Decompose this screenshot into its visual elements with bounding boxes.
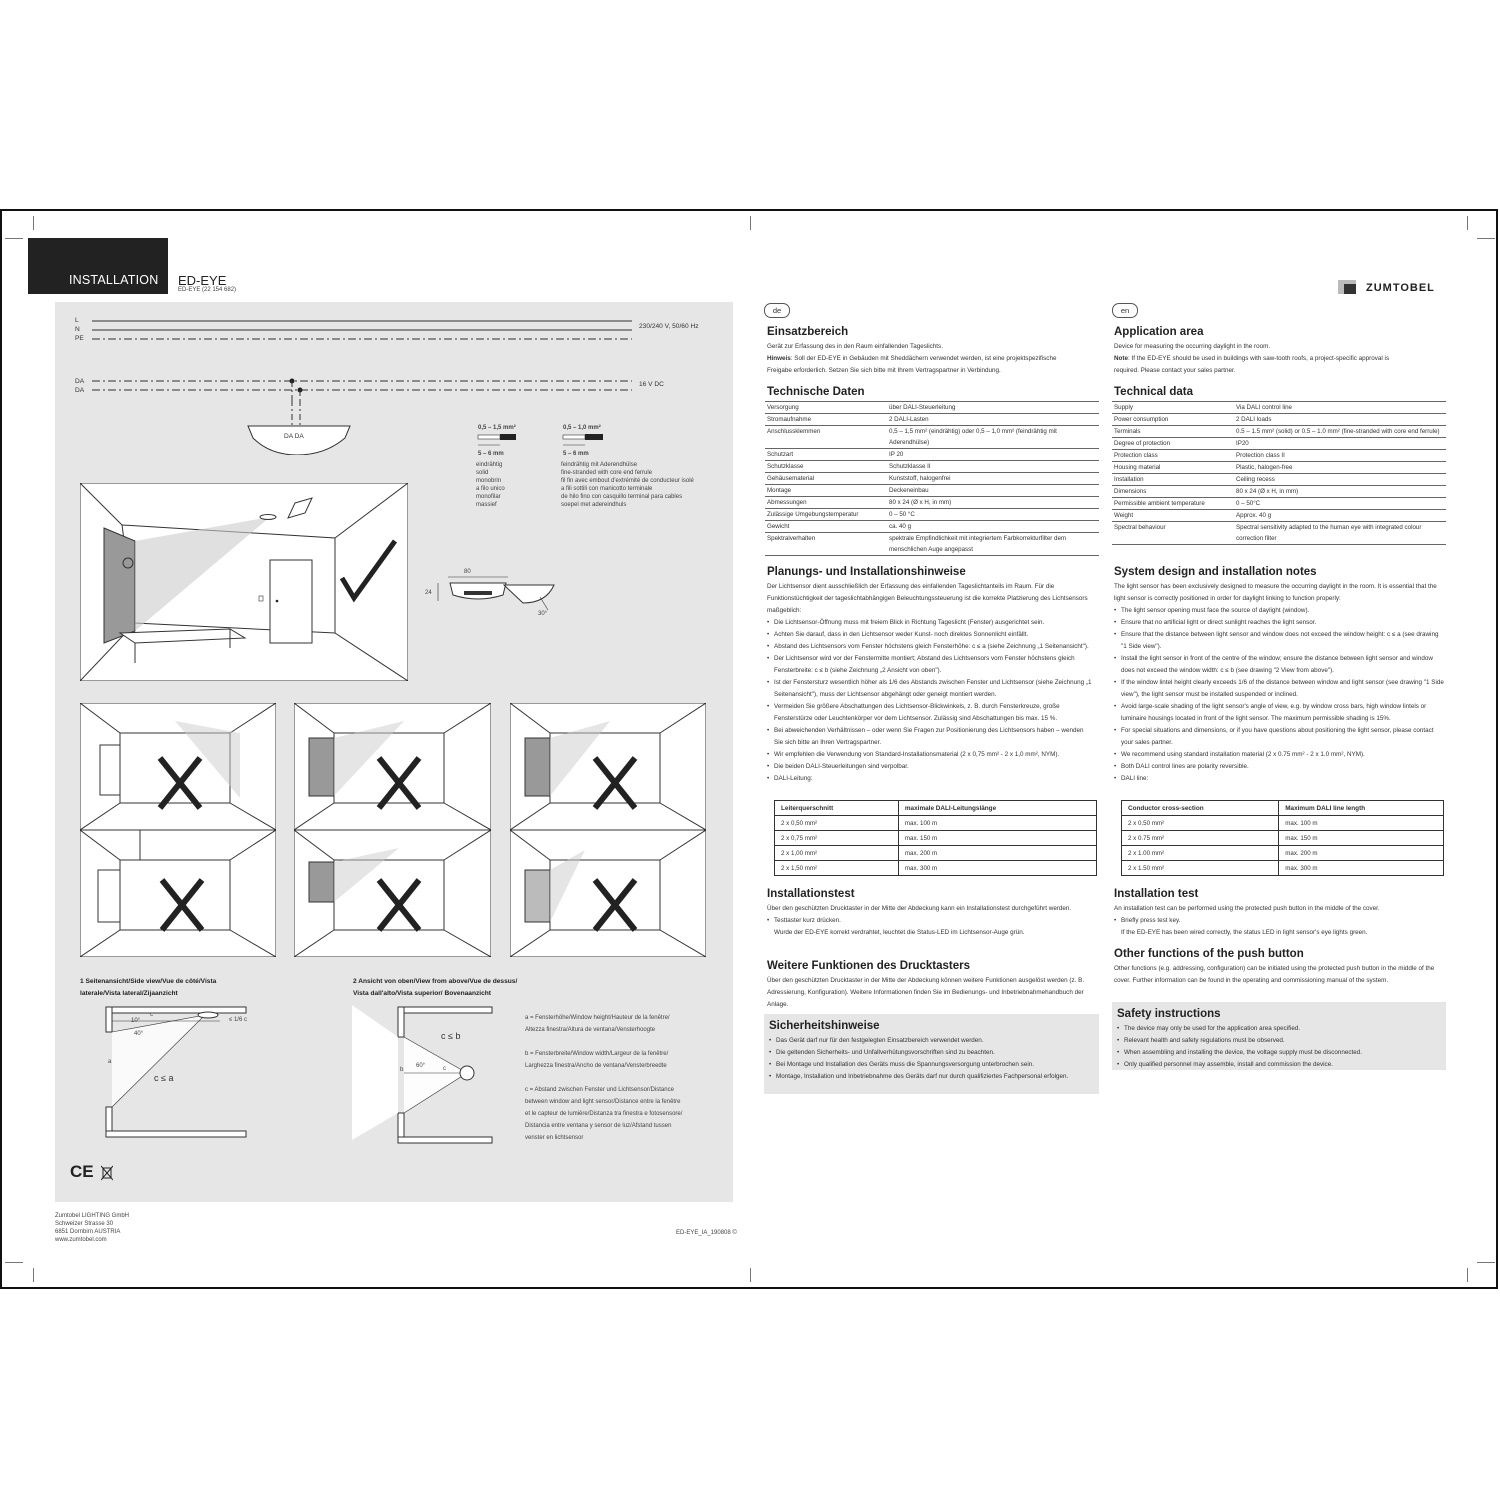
side-view-caption bbox=[80, 976, 216, 1000]
spec-row bbox=[765, 426, 1099, 449]
da-line-label: DA bbox=[75, 387, 85, 394]
solid-wire-text bbox=[476, 461, 505, 509]
solid-wire-text-line: solid bbox=[476, 470, 489, 476]
list-item: • Die geltenden Sicherheits- und Unfallverhütungsvorschriften sind zu beachten. bbox=[769, 1047, 1091, 1059]
wiring-lines bbox=[80, 315, 640, 405]
spec-label: Power consumption bbox=[1112, 414, 1234, 426]
de-tech-table bbox=[765, 401, 1099, 556]
crop-mark bbox=[33, 1268, 34, 1282]
list-item: • Avoid large-scale shading of the light sensor's angle of view, e.g. by window cross bars, high window lintels or luminaire housings located in front of the light sensor. The maximum permissible shading is 15%. bbox=[1114, 701, 1444, 725]
side-c-label: c bbox=[150, 1012, 153, 1018]
solid-wire-icon bbox=[476, 432, 516, 448]
spec-value: 0 – 50°C bbox=[1234, 498, 1446, 510]
solid-strip-length: 5 – 6 mm bbox=[478, 451, 504, 457]
en-safety-text bbox=[1117, 1023, 1439, 1071]
stranded-strip-length: 5 – 6 mm bbox=[563, 451, 589, 457]
spec-label: Zulässige Umgebungstemperatur bbox=[765, 509, 887, 521]
solid-wire-text-line: eindrähtig bbox=[476, 462, 503, 468]
ce-mark: CE bbox=[70, 1162, 94, 1181]
list-item: • Ist der Fenstersturz wesentlich höher als 1/6 des Abstands zwischen Fenster und Lichtsensor (siehe Zeichnung „1 Seitenansicht"), muss der Lichtsensor abgehängt oder geneigt montiert werden. bbox=[767, 677, 1092, 701]
spec-label: Supply bbox=[1112, 402, 1234, 414]
room-illustration-wrong bbox=[294, 830, 491, 957]
list-item: • DALI-Leitung: bbox=[767, 773, 1092, 785]
spec-label: Abmessungen bbox=[765, 497, 887, 509]
solid-wire-text-line: massief bbox=[476, 502, 497, 508]
table-cell: 2 x 1.50 mm² bbox=[1122, 861, 1279, 876]
height-dimension: 24 bbox=[425, 590, 432, 596]
text-line: Über den geschützten Drucktaster in der Mitte der Abdeckung kann ein Installationstest durchgeführt werden. bbox=[767, 905, 1072, 912]
stranded-wire-text-line: fil fin avec embout d'extrémité de conducteur isolé bbox=[561, 478, 694, 484]
spec-value: 0.5 – 1.5 mm² (solid) or 0.5 – 1.0 mm² (fine-stranded with core end ferrule) bbox=[1234, 426, 1446, 438]
de-functions-title: Weitere Funktionen des Drucktasters bbox=[767, 960, 971, 972]
en-planning-title: System design and installation notes bbox=[1114, 566, 1317, 578]
note-text: : Soll der ED-EYE in Gebäuden mit Sheddächern verwendet werden, ist eine projektspezifische bbox=[790, 355, 1057, 362]
spec-row bbox=[1112, 498, 1446, 510]
list-item: • Ensure that no artificial light or direct sunlight reaches the light sensor. bbox=[1114, 617, 1444, 629]
list-item: • The light sensor opening must face the source of daylight (window). bbox=[1114, 605, 1444, 617]
table-row bbox=[1122, 816, 1444, 831]
intro-text: Der Lichtsensor dient ausschließlich der Erfassung des einfallenden Tageslichtanteils im Raum. Für die Funktionstüchtigkeit der tageslichtabhängigen Beleuchtungssteuerung ist die korrekte Platzierung des Lichtsensors maßgeblich: bbox=[767, 583, 1088, 614]
spec-value: ca. 40 g bbox=[887, 521, 1099, 533]
address-line: Schweizer Strasse 30 bbox=[55, 1221, 114, 1227]
language-badge-en: en bbox=[1112, 303, 1138, 318]
spec-row bbox=[1112, 474, 1446, 486]
crop-mark bbox=[1477, 1262, 1495, 1263]
spec-row bbox=[765, 533, 1099, 556]
spec-row bbox=[765, 485, 1099, 497]
crop-mark bbox=[750, 216, 751, 230]
en-planning-text bbox=[1114, 581, 1444, 785]
en-functions-text: Other functions (e.g. addressing, configuration) can be initiated using the protected push button in the middle of the cover. Further information can be found in the operating and commissioning manual of the system. bbox=[1114, 965, 1435, 984]
stranded-wire-text-line: soepel met adereindhuls bbox=[561, 502, 627, 508]
room-illustration-wrong bbox=[294, 703, 491, 830]
legend-line: et le capteur de lumière/Distanza tra finestra e fotosensore/ bbox=[525, 1111, 683, 1117]
side-rule-label: c ≤ a bbox=[154, 1073, 174, 1083]
list-item: • DALI line: bbox=[1114, 773, 1444, 785]
spec-row bbox=[1112, 450, 1446, 462]
table-header: Maximum DALI line length bbox=[1279, 801, 1444, 816]
spec-value: 0,5 – 1,5 mm² (eindrähtig) oder 0,5 – 1,0 mm² (feindrähtig mit Aderendhülse) bbox=[887, 426, 1099, 449]
spec-label: Permissible ambient temperature bbox=[1112, 498, 1234, 510]
en-tech-title: Technical data bbox=[1114, 386, 1194, 398]
list-item: • When assembling and installing the device, the voltage supply must be disconnected. bbox=[1117, 1047, 1439, 1059]
intro-text: The light sensor has been exclusively designed to measure the occurring daylight in the room. It is essential that the light sensor is correctly positioned in order for daylight linking to function properly: bbox=[1114, 583, 1437, 602]
crop-mark bbox=[1477, 238, 1495, 239]
spec-value: Ceiling recess bbox=[1234, 474, 1446, 486]
spec-row bbox=[1112, 438, 1446, 450]
table-row bbox=[775, 846, 1097, 861]
top-rule-label: c ≤ b bbox=[441, 1031, 461, 1041]
spec-row bbox=[1112, 522, 1446, 545]
spec-label: Terminals bbox=[1112, 426, 1234, 438]
spec-value: Plastic, halogen-free bbox=[1234, 462, 1446, 474]
list-item: • Montage, Installation und Inbetriebnahme des Geräts darf nur durch qualifiziertes Fachpersonal erfolgen. bbox=[769, 1071, 1091, 1083]
en-test-title: Installation test bbox=[1114, 888, 1199, 900]
text-line: Wurde der ED-EYE korrekt verdrahtet, leuchtet die Status-LED im Lichtsensor-Auge grün. bbox=[774, 929, 1025, 936]
caption-line: laterale/Vista lateral/Zijaanzicht bbox=[80, 990, 178, 997]
list-item: • If the window lintel height clearly exceeds 1/6 of the distance between window and light sensor (see drawing "1 Side view"), the light sensor must be installed suspended or inclined. bbox=[1114, 677, 1444, 701]
table-row bbox=[1122, 846, 1444, 861]
section-header bbox=[28, 238, 168, 294]
en-functions-title: Other functions of the push button bbox=[1114, 948, 1304, 960]
spec-row bbox=[765, 497, 1099, 509]
solid-wire-text-line: monobrin bbox=[476, 478, 502, 484]
text-line: An installation test can be performed using the protected push button in the middle of the cover. bbox=[1114, 905, 1380, 912]
list-item: • Abstand des Lichtsensors vom Fenster höchstens gleich Fensterhöhe: c ≤ a (siehe Zeichnung „1 Seitenansicht"). bbox=[767, 641, 1092, 653]
legend-line: b = Fensterbreite/Window width/Largeur de la fenêtre/ bbox=[525, 1051, 669, 1057]
table-cell: max. 150 m bbox=[1279, 831, 1444, 846]
en-test-text bbox=[1114, 903, 1444, 939]
side-a-label: a bbox=[108, 1059, 112, 1065]
stranded-wire-icon bbox=[561, 432, 606, 448]
spec-value: Protection class II bbox=[1234, 450, 1446, 462]
dali-line-labels bbox=[75, 377, 84, 395]
side-view-drawing bbox=[100, 1005, 260, 1145]
spec-label: Protection class bbox=[1112, 450, 1234, 462]
table-cell: max. 100 m bbox=[1279, 816, 1444, 831]
spec-label: Installation bbox=[1112, 474, 1234, 486]
stranded-wire-text-line: feindrähtig mit Aderendhülse bbox=[561, 462, 638, 468]
spec-value: spektrale Empfindlichkeit mit integriertem Farbkorrekturfilter dem menschlichen Auge angepasst bbox=[887, 533, 1099, 556]
lintel-ratio-label: ≤ 1/6 c bbox=[229, 1017, 247, 1023]
spec-label: Schutzklasse bbox=[765, 461, 887, 473]
crop-mark bbox=[750, 1268, 751, 1282]
legend-line: between window and light sensor/Distance entre la fenêtre bbox=[525, 1099, 681, 1105]
crop-mark bbox=[1467, 216, 1468, 230]
spec-row bbox=[765, 461, 1099, 473]
table-row bbox=[1122, 831, 1444, 846]
room-illustration-wrong bbox=[80, 703, 276, 830]
room-illustration-wrong bbox=[510, 703, 706, 830]
spec-value: Deckeneinbau bbox=[887, 485, 1099, 497]
en-safety-title: Safety instructions bbox=[1117, 1008, 1221, 1020]
line-l-label: L bbox=[75, 317, 79, 324]
table-cell: max. 200 m bbox=[898, 846, 1096, 861]
legend bbox=[525, 1012, 682, 1144]
spec-label: Degree of protection bbox=[1112, 438, 1234, 450]
document-reference: ED-EYE_IA_190808 © bbox=[676, 1230, 737, 1236]
spec-row bbox=[1112, 414, 1446, 426]
spec-row bbox=[1112, 510, 1446, 522]
table-header: Conductor cross-section bbox=[1122, 801, 1279, 816]
de-application-text bbox=[767, 341, 1107, 377]
spec-label: Montage bbox=[765, 485, 887, 497]
list-item: • Bei Montage und Installation des Geräts muss die Spannungsversorgung unterbrochen sein. bbox=[769, 1059, 1091, 1071]
product-code: ED-EYE (22 154 682) bbox=[178, 287, 237, 293]
text-line: If the ED-EYE has been wired correctly, the status LED in light sensor's eye lights green. bbox=[1121, 929, 1368, 936]
list-item: • Relevant health and safety regulations must be observed. bbox=[1117, 1035, 1439, 1047]
line-pe-label: PE bbox=[75, 335, 84, 342]
crop-mark bbox=[5, 238, 23, 239]
spec-label: Schutzart bbox=[765, 449, 887, 461]
de-functions-text: Über den geschützten Drucktaster in der Mitte der Abdeckung können weitere Funktionen ausgelöst werden (z. B. Adressierung, Konfiguration). Weitere Informationen finden Sie im Bedienungs- und Inbetriebnahmehandbuch der Anlage. bbox=[767, 977, 1085, 1008]
spec-value: Kunststoff, halogenfrei bbox=[887, 473, 1099, 485]
caption-line: 2 Ansicht von oben/View from above/Vue de dessus/ bbox=[353, 978, 518, 985]
address-line: Zumtobel LIGHTING GmbH bbox=[55, 1213, 130, 1219]
text-line: Device for measuring the occurring daylight in the room. bbox=[1114, 343, 1271, 350]
list-item: • We recommend using standard installation material (2 x 0.75 mm² - 2 x 1.0 mm², NYM). bbox=[1114, 749, 1444, 761]
list-item: • Install the light sensor in front of the centre of the window; ensure the distance between light sensor and window does not exceed the window width: c ≤ b (see drawing "2 View from above"). bbox=[1114, 653, 1444, 677]
weee-bin-icon bbox=[101, 1165, 113, 1181]
section-title: INSTALLATION bbox=[69, 273, 159, 287]
top-angle-label: 60° bbox=[416, 1063, 426, 1069]
spec-value: Approx. 40 g bbox=[1234, 510, 1446, 522]
note-text: : If the ED-EYE should be used in buildings with saw-tooth roofs, a project-specific approval is bbox=[1128, 355, 1390, 362]
room-illustration-correct bbox=[80, 483, 408, 681]
spec-row bbox=[1112, 462, 1446, 474]
spec-label: Spectral behaviour bbox=[1112, 522, 1234, 545]
table-cell: max. 150 m bbox=[898, 831, 1096, 846]
list-item: • Die Lichtsensor-Öffnung muss mit freiem Blick in Richtung Tageslicht (Fenster) ausgerichtet sein. bbox=[767, 617, 1092, 629]
width-dimension: 80 bbox=[464, 569, 471, 575]
spec-value: IP 20 bbox=[887, 449, 1099, 461]
spec-label: Gehäusematerial bbox=[765, 473, 887, 485]
da-line-label: DA bbox=[75, 378, 85, 385]
crop-mark bbox=[5, 1262, 23, 1263]
text-line: required. Please contact your sales partner. bbox=[1114, 367, 1236, 374]
legend-line: a = Fensterhöhe/Window height/Hauteur de la fenêtre/ bbox=[525, 1015, 670, 1021]
list-item: • Testtaster kurz drücken. bbox=[767, 915, 1092, 927]
sensor-dimension-drawing bbox=[428, 565, 578, 625]
spec-label: Dimensions bbox=[1112, 486, 1234, 498]
solid-wire-size: 0,5 – 1,5 mm² bbox=[478, 425, 516, 431]
list-item: • Both DALI control lines are polarity reversible. bbox=[1114, 761, 1444, 773]
spec-value: 80 x 24 (Ø x H, in mm) bbox=[887, 497, 1099, 509]
de-test-title: Installationstest bbox=[767, 888, 855, 900]
list-item: • For special situations and dimensions, or if you have questions about positioning the light sensor, please contact your sales partner. bbox=[1114, 725, 1444, 749]
table-header: maximale DALI-Leitungslänge bbox=[898, 801, 1096, 816]
caption-line: Vista dall'alto/Vista superior/ Bovenaanzicht bbox=[353, 990, 492, 997]
en-application-title: Application area bbox=[1114, 326, 1204, 338]
table-cell: 2 x 1,00 mm² bbox=[775, 846, 899, 861]
en-tech-table bbox=[1112, 401, 1446, 545]
note-label: Note bbox=[1114, 355, 1128, 362]
spec-label: Housing material bbox=[1112, 462, 1234, 474]
note-label: Hinweis bbox=[767, 355, 791, 362]
crop-mark bbox=[1467, 1268, 1468, 1282]
spec-row bbox=[1112, 402, 1446, 414]
spec-row bbox=[1112, 486, 1446, 498]
spec-row bbox=[1112, 426, 1446, 438]
de-application-title: Einsatzbereich bbox=[767, 326, 849, 338]
address-line: 6851 Dornbirn AUSTRIA bbox=[55, 1229, 121, 1235]
room-illustration-wrong bbox=[510, 830, 706, 957]
spec-label: Gewicht bbox=[765, 521, 887, 533]
spec-value: 2 DALI loads bbox=[1234, 414, 1446, 426]
table-cell: 2 x 0.75 mm² bbox=[1122, 831, 1279, 846]
legend-line: Distancia entre ventana y sensor de luz/Afstand tussen bbox=[525, 1123, 672, 1129]
line-n-label: N bbox=[75, 326, 80, 333]
list-item: • Achten Sie darauf, dass in den Lichtsensor weder Kunst- noch direktes Sonnenlicht einfällt. bbox=[767, 629, 1092, 641]
spec-label: Weight bbox=[1112, 510, 1234, 522]
table-cell: 2 x 0.50 mm² bbox=[1122, 816, 1279, 831]
stranded-wire-text-line: de hilo fino con casquillo terminal para cables bbox=[561, 494, 683, 500]
en-dali-table bbox=[1121, 800, 1444, 876]
angle-40-label: 40° bbox=[134, 1031, 144, 1037]
product-name: ED-EYE bbox=[178, 273, 227, 288]
table-row bbox=[775, 861, 1097, 876]
spec-row bbox=[765, 414, 1099, 426]
list-item: • Das Gerät darf nur für den festgelegten Einsatzbereich verwendet werden. bbox=[769, 1035, 1091, 1047]
table-cell: 2 x 0,50 mm² bbox=[775, 816, 899, 831]
legend-line: venster en lichtsensor bbox=[525, 1135, 584, 1141]
de-test-text bbox=[767, 903, 1092, 939]
legend-line: c = Abstand zwischen Fenster und Lichtsensor/Distance bbox=[525, 1087, 674, 1093]
sensor-front-drawing bbox=[245, 400, 355, 455]
language-badge-de: de bbox=[764, 303, 790, 318]
top-view-caption bbox=[353, 976, 517, 1000]
solid-wire-text-line: a filo unico bbox=[476, 486, 505, 492]
list-item: • Bei abweichenden Verhältnissen – oder wenn Sie Fragen zur Positionierung des Lichtsensors haben – wenden Sie sich bitte an Ihren Vertragspartner. bbox=[767, 725, 1092, 749]
table-cell: max. 100 m bbox=[898, 816, 1096, 831]
dc-voltage-label: 16 V DC bbox=[639, 381, 664, 388]
en-application-text bbox=[1114, 341, 1454, 377]
spec-label: Versorgung bbox=[765, 402, 887, 414]
solid-wire-text-line: monofilar bbox=[476, 494, 501, 500]
list-item: • Der Lichtsensor wird vor der Fenstermitte montiert; Abstand des Lichtsensors vom Fenster höchstens gleich Fensterbreite: c ≤ b (siehe Zeichnung „2 Ansicht von oben"). bbox=[767, 653, 1092, 677]
de-dali-table bbox=[774, 800, 1097, 876]
zumtobel-logo-icon bbox=[1338, 280, 1356, 294]
top-b-label: b bbox=[400, 1067, 404, 1073]
de-planning-title: Planungs- und Installationshinweise bbox=[767, 566, 966, 578]
caption-line: 1 Seitenansicht/Side view/Vue de côté/Vista bbox=[80, 978, 217, 985]
brand-name: ZUMTOBEL bbox=[1366, 282, 1435, 294]
table-cell: max. 200 m bbox=[1279, 846, 1444, 861]
stranded-wire-text-line: fine-stranded with core end ferrule bbox=[561, 470, 653, 476]
sensor-terminal-label: DA DA bbox=[284, 433, 304, 440]
spec-row bbox=[765, 449, 1099, 461]
legend-line: Altezza finestra/Altura de ventana/Vensterhoogte bbox=[525, 1027, 656, 1033]
spec-row bbox=[765, 473, 1099, 485]
spec-value: 2 DALI-Lasten bbox=[887, 414, 1099, 426]
top-c-label: c bbox=[443, 1066, 446, 1072]
legend-line: Larghezza finestra/Ancho de ventana/Vensterbreedte bbox=[525, 1063, 667, 1069]
room-illustration-wrong bbox=[80, 830, 276, 957]
address-line: www.zumtobel.com bbox=[55, 1237, 107, 1243]
text-line: Freigabe erforderlich. Setzen Sie sich bitte mit Ihrem Vertragspartner in Verbindung. bbox=[767, 367, 1001, 374]
table-cell: max. 300 m bbox=[898, 861, 1096, 876]
de-planning-text bbox=[767, 581, 1092, 785]
spec-row bbox=[765, 521, 1099, 533]
table-row bbox=[1122, 861, 1444, 876]
table-cell: 2 x 0,75 mm² bbox=[775, 831, 899, 846]
company-address bbox=[55, 1212, 129, 1244]
list-item: • Vermeiden Sie größere Abschattungen des Lichtsensor-Blickwinkels, z. B. durch Fensterkreuze, große Fensterstürze oder Leuchtenkörper vor dem Lichtsensor. Zulässig sind Abschattungen bis max. 15 %. bbox=[767, 701, 1092, 725]
tilt-angle: 30° bbox=[538, 611, 548, 617]
table-row bbox=[775, 831, 1097, 846]
spec-value: 0 – 50 °C bbox=[887, 509, 1099, 521]
spec-label: Stromaufnahme bbox=[765, 414, 887, 426]
list-item: • The device may only be used for the application area specified. bbox=[1117, 1023, 1439, 1035]
spec-label: Spektralverhalten bbox=[765, 533, 887, 556]
list-item: • Die beiden DALI-Steuerleitungen sind verpolbar. bbox=[767, 761, 1092, 773]
spec-value: Schutzklasse II bbox=[887, 461, 1099, 473]
list-item: • Briefly press test key. bbox=[1114, 915, 1444, 927]
list-item: • Ensure that the distance between light sensor and window does not exceed the window height: c ≤ a (see drawing "1 Side view"). bbox=[1114, 629, 1444, 653]
spec-row bbox=[765, 402, 1099, 414]
de-safety-title: Sicherheitshinweise bbox=[769, 1020, 880, 1032]
stranded-wire-size: 0,5 – 1,0 mm² bbox=[563, 425, 601, 431]
spec-value: Spectral sensitivity adapted to the human eye with integrated colour correction filter bbox=[1234, 522, 1446, 545]
supply-voltage-label: 230/240 V, 50/60 Hz bbox=[639, 323, 699, 330]
table-header: Leiterquerschnitt bbox=[775, 801, 899, 816]
text-line: Gerät zur Erfassung des in den Raum einfallenden Tageslichts. bbox=[767, 343, 943, 350]
table-row bbox=[775, 816, 1097, 831]
table-cell: max. 300 m bbox=[1279, 861, 1444, 876]
table-cell: 2 x 1.00 mm² bbox=[1122, 846, 1279, 861]
top-view-drawing bbox=[352, 1005, 502, 1145]
spec-value: IP20 bbox=[1234, 438, 1446, 450]
de-tech-title: Technische Daten bbox=[767, 386, 865, 398]
spec-value: Via DALI control line bbox=[1234, 402, 1446, 414]
table-cell: 2 x 1,50 mm² bbox=[775, 861, 899, 876]
spec-value: über DALI-Steuerleitung bbox=[887, 402, 1099, 414]
spec-value: 80 x 24 (Ø x H, in mm) bbox=[1234, 486, 1446, 498]
spec-label: Anschlussklemmen bbox=[765, 426, 887, 449]
list-item: • Wir empfehlen die Verwendung von Standard-Installationsmaterial (2 x 0,75 mm² - 2 x 1,0 mm², NYM). bbox=[767, 749, 1092, 761]
angle-10-label: 10° bbox=[131, 1018, 141, 1024]
list-item: • Only qualified personnel may assemble, install and commission the device. bbox=[1117, 1059, 1439, 1071]
crop-mark bbox=[33, 216, 34, 230]
stranded-wire-text bbox=[561, 461, 694, 509]
de-safety-text bbox=[769, 1035, 1091, 1083]
spec-row bbox=[765, 509, 1099, 521]
stranded-wire-text-line: a fili sottili con manicotto terminale bbox=[561, 486, 653, 492]
